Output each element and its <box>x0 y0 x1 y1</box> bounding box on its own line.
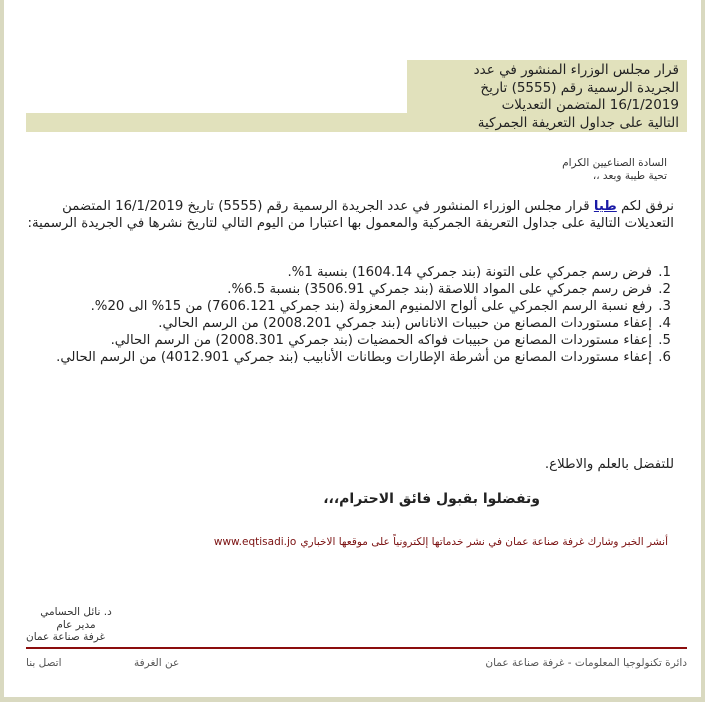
page-title <box>403 62 679 132</box>
intro-text: قرار مجلس الوزراء المنشور في عدد الجريدة الرسمية رقم (5555) تاريخ 16/1/2019 المتضمن التعديلات التالية على جداول التعريفة الجمركية والمعمول بها اعتبارا من اليوم التالي لتاريخ نشرها في الجريدة الرسمية: <box>27 199 674 231</box>
salutation-line-1: السادة الصناعيين الكرام <box>562 157 667 169</box>
closing-line: للتفضل بالعلم والاطلاع. <box>544 457 674 472</box>
footer <box>26 657 687 671</box>
list-item <box>2 281 671 298</box>
list-item <box>2 298 671 315</box>
promo-line <box>108 536 668 548</box>
item-text: إعفاء مستوردات المصانع من أشرطة الإطارات وبطانات الأنابيب (بند جمركي 4012.901) من الرسم الحالي. <box>56 350 652 365</box>
item-number: 2. <box>658 282 671 297</box>
item-number: 6. <box>658 350 671 365</box>
signatory-organization: غرفة صناعة عمان <box>26 631 106 643</box>
title-line: الجريدة الرسمية رقم (5555) تاريخ <box>480 79 679 96</box>
regards-line: وتفضلوا بقبول فائق الاحترام،،، <box>323 491 540 507</box>
list-item <box>2 349 671 366</box>
about-link[interactable]: عن الغرفة <box>134 657 180 669</box>
salutation-line-2: تحية طيبة وبعد ،، <box>592 170 667 182</box>
item-text: إعفاء مستوردات المصانع من حبيبات فواكه الحمضيات (بند جمركي 2008.301) من الرسم الحالي. <box>110 333 652 348</box>
title-line: 16/1/2019 المتضمن التعديلات <box>501 97 679 113</box>
item-number: 3. <box>658 299 671 314</box>
newsletter-page <box>4 0 701 697</box>
title-line: قرار مجلس الوزراء المنشور في عدد <box>473 62 679 78</box>
list-item <box>2 315 671 332</box>
signature-block <box>26 606 126 644</box>
attachment-link[interactable]: طيا <box>593 199 617 214</box>
item-text: فرض رسم جمركي على التونة (بند جمركي 1604.14) بنسبة 1%. <box>287 265 652 280</box>
intro-prefix: نرفق لكم <box>616 199 674 214</box>
item-text: إعفاء مستوردات المصانع من حبيبات الاناناس (بند جمركي 2008.201) من الرسم الحالي. <box>158 316 652 331</box>
signatory-title: مدير عام <box>56 618 96 631</box>
promo-text: أنشر الخبر وشارك غرفة صناعة عمان في نشر خدماتها إلكترونياً على موقعها الاخباري <box>300 536 668 548</box>
item-number: 1. <box>658 265 671 280</box>
item-text: رفع نسبة الرسم الجمركي على ألواح الالمنيوم المعزولة (بند جمركي 7606.121) من 15% الى 20%. <box>90 299 652 314</box>
intro-paragraph <box>24 198 674 232</box>
item-text: فرض رسم جمركي على المواد اللاصقة (بند جمركي 3506.91) بنسبة 6.5%. <box>227 282 652 297</box>
title-line: التالية على جداول التعريفة الجمركية <box>477 114 679 131</box>
signatory-name: د. نائل الحسامي <box>40 606 112 618</box>
item-number: 4. <box>658 316 671 331</box>
item-number: 5. <box>658 333 671 348</box>
footer-divider <box>26 647 687 649</box>
list-item <box>2 332 671 349</box>
contact-link[interactable]: اتصل بنا <box>26 657 62 669</box>
footer-department: دائرة تكنولوجيا المعلومات - غرفة صناعة عمان <box>485 657 687 669</box>
amendments-list <box>2 264 674 366</box>
list-item <box>2 264 671 281</box>
salutation <box>367 157 667 183</box>
website-link[interactable]: www.eqtisadi.jo <box>213 536 297 548</box>
